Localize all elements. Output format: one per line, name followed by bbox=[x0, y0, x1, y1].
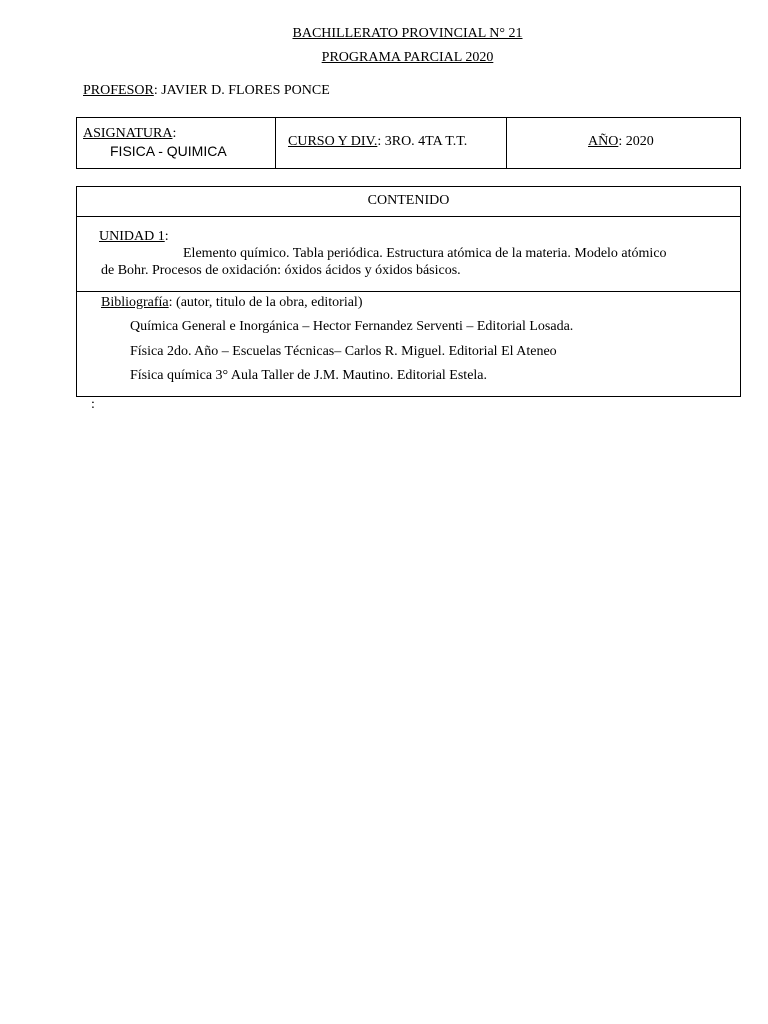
subject-value: FISICA - QUIMICA bbox=[110, 143, 227, 159]
school-title bbox=[0, 26, 768, 42]
course-label: CURSO Y DIV. bbox=[288, 134, 378, 149]
stray-colon: : bbox=[91, 397, 95, 412]
bibliography-hint: : (autor, titulo de la obra, editorial) bbox=[168, 295, 363, 310]
course-value: : 3RO. 4TA T.T. bbox=[377, 134, 468, 149]
year-line bbox=[588, 134, 654, 150]
unit-description-line2: de Bohr. Procesos de oxidación: óxidos ácidos y óxidos básicos. bbox=[101, 263, 461, 278]
unit-label: UNIDAD 1 bbox=[99, 229, 165, 244]
info-table bbox=[76, 117, 741, 169]
book-item: Física química 3° Aula Taller de J.M. Mautino. Editorial Estela. bbox=[130, 368, 488, 383]
program-title-text: PROGRAMA PARCIAL 2020 bbox=[321, 50, 494, 65]
subject-colon: : bbox=[172, 126, 177, 141]
unit-label-line bbox=[99, 229, 169, 245]
divider bbox=[77, 291, 740, 292]
bibliography-label: Bibliografía bbox=[101, 295, 169, 310]
book-item: Química General e Inorgánica – Hector Fernandez Serventi – Editorial Losada. bbox=[130, 319, 574, 334]
unit-colon: : bbox=[164, 229, 169, 244]
subject-label-line bbox=[83, 126, 176, 142]
bibliography-line bbox=[101, 295, 362, 311]
divider bbox=[77, 216, 740, 217]
teacher-name: : JAVIER D. FLORES PONCE bbox=[153, 83, 330, 98]
content-heading: CONTENIDO bbox=[367, 193, 450, 208]
unit-description-line1: Elemento químico. Tabla periódica. Estructura atómica de la materia. Modelo atómico bbox=[183, 246, 667, 261]
course-line bbox=[288, 134, 467, 150]
school-title-text: BACHILLERATO PROVINCIAL N° 21 bbox=[292, 26, 523, 41]
program-title bbox=[0, 50, 768, 66]
year-value: : 2020 bbox=[618, 134, 654, 149]
year-cell bbox=[507, 118, 740, 168]
book-item: Física 2do. Año – Escuelas Técnicas– Carlos R. Miguel. Editorial El Ateneo bbox=[130, 344, 557, 359]
subject-label: ASIGNATURA bbox=[83, 126, 173, 141]
subject-cell bbox=[77, 118, 276, 168]
teacher-label: PROFESOR bbox=[83, 83, 154, 98]
content-table bbox=[76, 186, 741, 397]
teacher-line bbox=[83, 83, 330, 99]
year-label: AÑO bbox=[588, 134, 619, 149]
course-cell bbox=[276, 118, 507, 168]
